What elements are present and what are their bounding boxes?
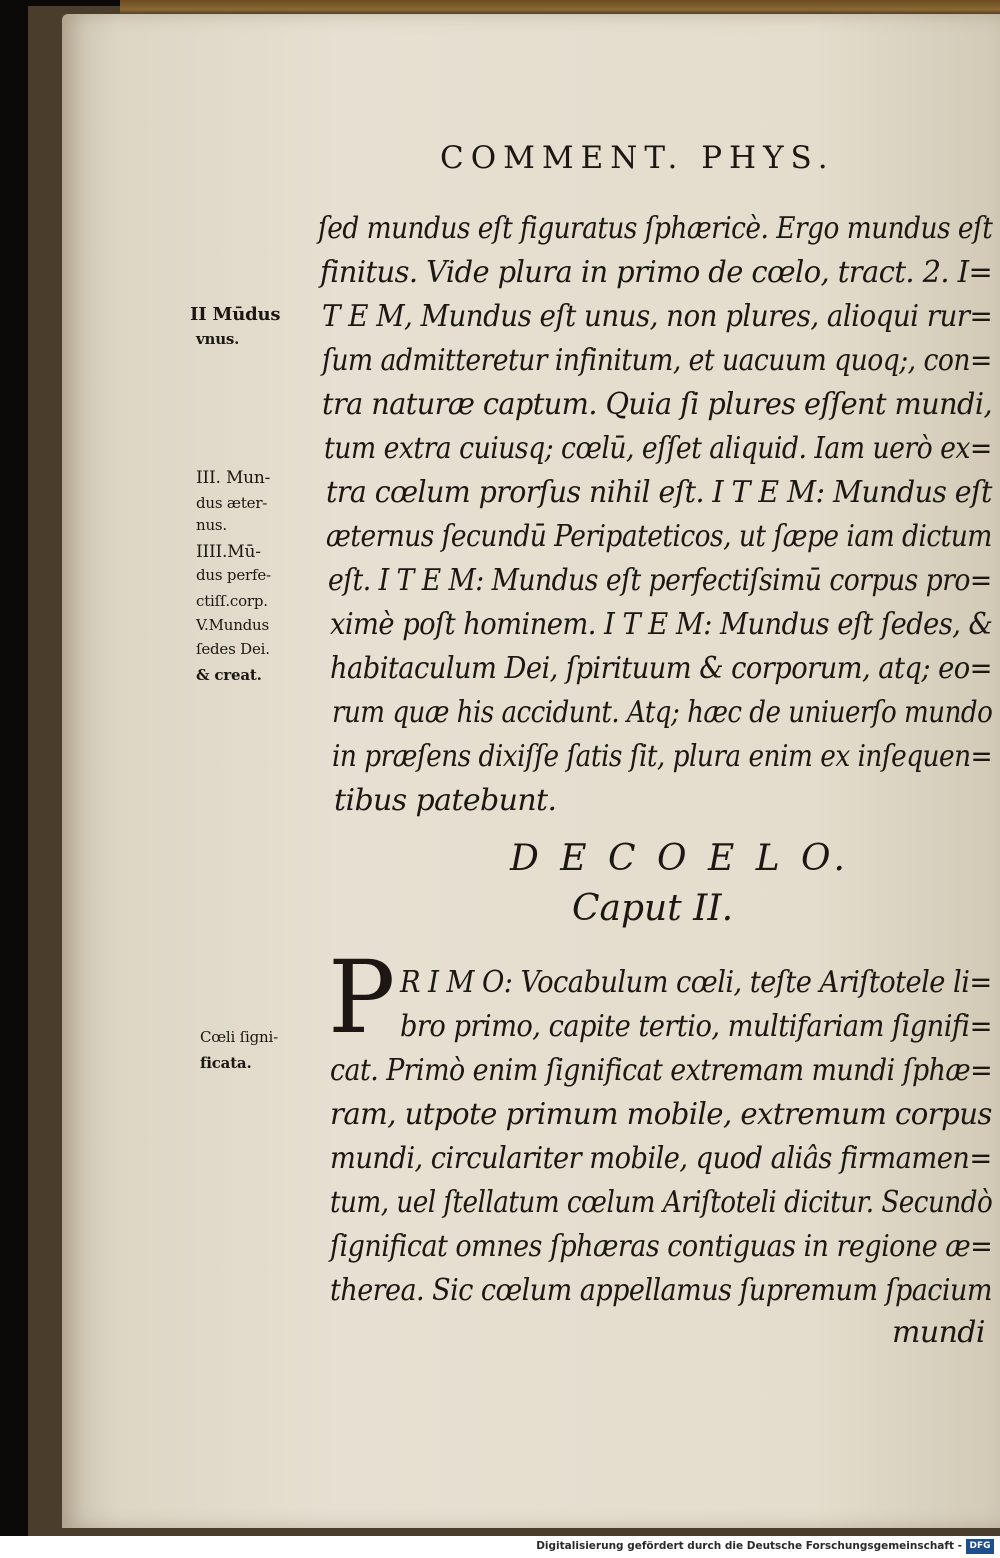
body-line: tum extra cuiusq; cœlū, eſſet aliquid. Iam uerò ex= xyxy=(324,431,992,466)
body-line: ſignificat omnes ſphæras contiguas in regione æ= xyxy=(330,1229,993,1264)
chapter-number: Caput II. xyxy=(572,888,734,929)
body-line: R I M O: Vocabulum cœli, teſte Ariſtotele li= xyxy=(400,965,992,1000)
body-line: eſt. I T E M: Mundus eſt perfectiſsimū corpus pro= xyxy=(328,563,992,598)
body-line: habitaculum Dei, ſpirituum & corporum, atq; eo= xyxy=(330,651,992,686)
margin-note: V.Mundus xyxy=(196,616,270,634)
margin-note: Cœli ſigni- xyxy=(200,1028,278,1046)
catchword: mundi xyxy=(892,1315,985,1350)
body-line: ximè poſt hominem. I T E M: Mundus eſt ſedes, & xyxy=(330,607,993,642)
body-line: ſed mundus eſt figuratus ſphæricè. Ergo mundus eſt xyxy=(318,211,993,246)
margin-note: III. Mun- xyxy=(196,468,271,488)
body-line: tibus patebunt. xyxy=(334,783,557,818)
running-head: COMMENT. PHYS. xyxy=(440,140,835,176)
margin-note: ficata. xyxy=(200,1054,252,1072)
body-line: tra cœlum prorſus nihil eſt. I T E M: Mundus eſt xyxy=(326,475,992,510)
dfg-logo: DFG xyxy=(966,1539,994,1554)
body-line: æternus ſecundū Peripateticos, ut ſæpe iam dictum xyxy=(326,519,992,554)
body-line: therea. Sic cœlum appellamus ſupremum ſpacium xyxy=(330,1273,992,1308)
margin-note: IIII.Mū- xyxy=(196,542,261,562)
margin-note: dus æter- xyxy=(196,494,268,512)
body-line: ſum admitteretur infinitum, et uacuum quoq;, con= xyxy=(322,343,992,378)
footer-credit: Digitalisierung gefördert durch die Deutsche Forschungsgemeinschaft - xyxy=(536,1540,962,1552)
body-line: T E M, Mundus eſt unus, non plures, alioqui rur= xyxy=(322,299,993,334)
body-line: cat. Primò enim ſignificat extremam mundi ſphæ= xyxy=(330,1053,993,1088)
margin-note: ctiſſ.corp. xyxy=(196,592,268,610)
body-line: tum, uel ſtellatum cœlum Ariſtoteli dicitur. Secundò xyxy=(330,1185,993,1220)
margin-note: nus. xyxy=(196,516,227,534)
chapter-title: D E C O E L O. xyxy=(510,838,850,879)
body-line: ram, utpote primum mobile, extremum corpus xyxy=(330,1097,992,1132)
body-line: tra naturæ captum. Quia ſi plures eſſent mundi, xyxy=(322,387,993,422)
margin-note: vnus. xyxy=(196,330,240,348)
margin-note: II Mūdus xyxy=(190,304,281,325)
body-line: mundi, circulariter mobile, quod aliâs firmamen= xyxy=(330,1141,992,1176)
margin-note: & creat. xyxy=(196,666,262,684)
margin-note: ſedes Dei. xyxy=(196,640,270,658)
body-line: in præſens dixiſſe ſatis ſit, plura enim ex inſequen= xyxy=(332,739,993,774)
body-line: bro primo, capite tertio, multifariam ſignifi= xyxy=(400,1009,992,1044)
body-line: finitus. Vide plura in primo de cœlo, tract. 2. I= xyxy=(320,255,993,290)
body-line: rum quæ his accidunt. Atq; hæc de uniuerſo mundo xyxy=(332,695,993,730)
drop-cap: P xyxy=(328,939,396,1056)
margin-note: dus perfe- xyxy=(196,566,271,584)
